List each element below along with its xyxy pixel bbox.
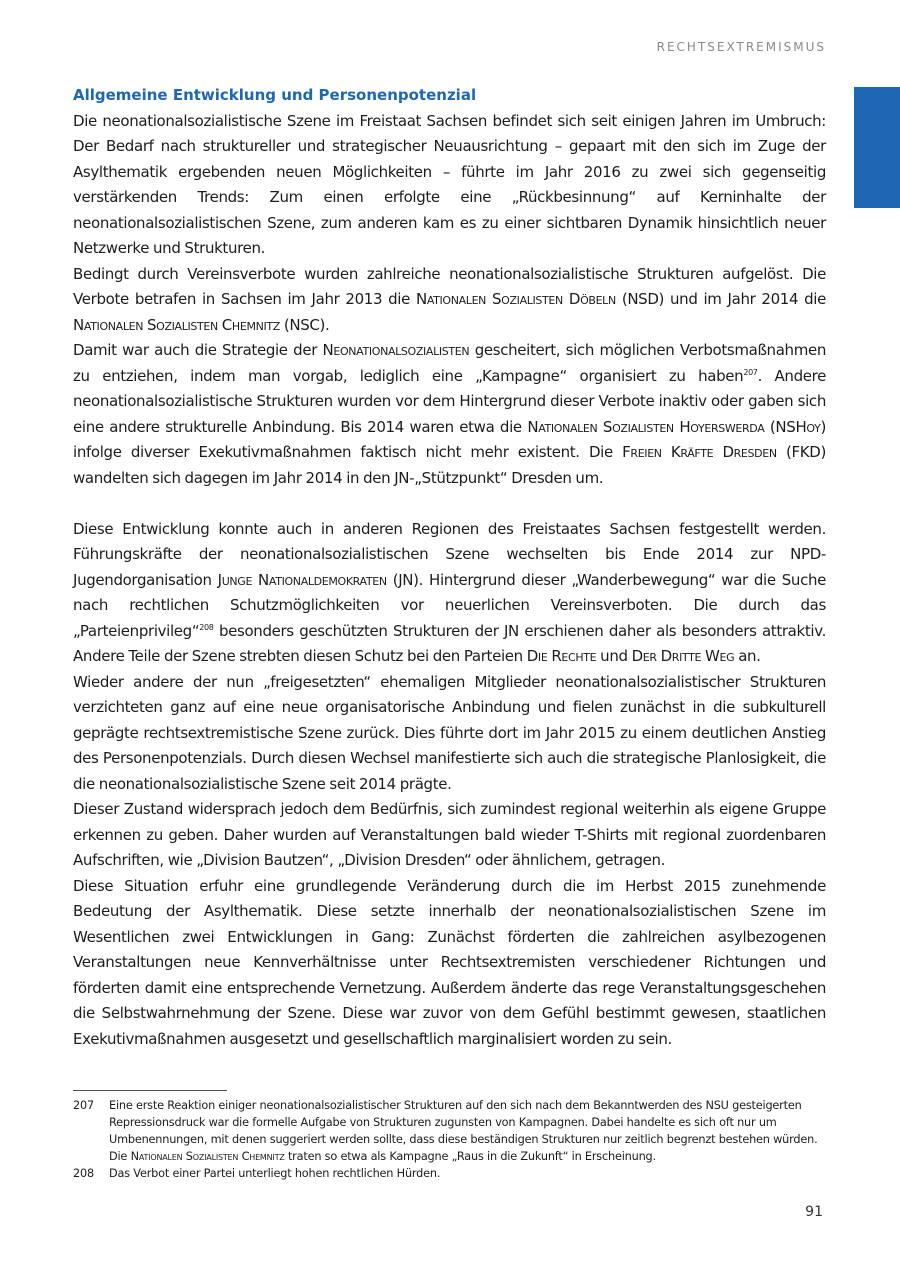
paragraph-3: Damit war auch die Strategie der Neonationalsozialisten gescheitert, sich möglichen Verbotsmaßnahmen zu entziehen, indem man vorgab, lediglich eine „Kampagne“ organisiert zu haben$^{207}$. Andere neonationalsozialistische Strukturen wurden vor dem Hintergrund dieser Verbote inaktiv oder gaben sich eine andere strukturelle Anbindung. Bis 2014 waren etwa die Nationalen Sozialisten Hoyerswerda (NSHoy) infolge diverser Exekutivmaßnahmen faktisch nicht mehr existent. Die Freien Kräfte Dresden (FKD) wandelten sich dagegen im Jahr 2014 in den JN-„Stützpunkt“ Dresden um. xyxy=(73,341,827,487)
org-name: Freien Kräfte Dresden xyxy=(622,443,777,461)
chapter-tab-marker xyxy=(854,87,900,208)
paragraph-2: Bedingt durch Vereinsverbote wurden zahlreiche neonationalsozialistische Strukturen aufgelöst. Die Verbote betrafen in Sachsen im Jahr 2013 die Nationalen Sozialisten Döbeln (NSD) und im Jahr 2014 die Nationalen Sozialisten Chemnitz (NSC). xyxy=(73,264,826,334)
paragraph-5: Wieder andere der nun „freigesetzten“ ehemaligen Mitglieder neonationalsozialistischer Strukturen verzichteten ganz auf eine neue organisatorische Anbindung und fielen zunächst in die subkulturell geprägte rechtsextremistische Szene zurück. Dies führte dort im Jahr 2015 zu einem deutlichen Anstieg des Personenpotenzials. Durch diesen Wechsel manifestierte sich auch die strategische Planlosigkeit, die die neonationalsozialistische Szene seit 2014 prägte. xyxy=(73,672,826,793)
running-head: RECHTSEXTREMISMUS xyxy=(656,40,826,54)
org-name: Nationalen Sozialisten Döbeln xyxy=(415,290,616,308)
section-heading: Allgemeine Entwicklung und Personenpotenzial xyxy=(73,86,477,104)
paragraph-gap xyxy=(73,491,826,517)
paragraph-4: Diese Entwicklung konnte auch in anderen Regionen des Freistaates Sachsen festgestellt werden. Führungskräfte der neonationalsozialistischen Szene wechselten bis Ende 2014 zur NPD-Jugendorganisation Junge Nationaldemokraten (JN). Hintergrund dieser „Wanderbewegung“ war die Suche nach rechtlichen Schutzmöglichkeiten vor neuerlichen Vereinsverboten. Die durch das „Parteienprivileg“$^{208}$ besonders geschützten Strukturen der JN erschienen daher als besonders attraktiv. Andere Teile der Szene strebten diesen Schutz bei den Parteien Die Rechte und Der Dritte Weg an. xyxy=(73,519,826,665)
org-name: Nationalen Sozialisten Chemnitz xyxy=(73,315,280,334)
paragraph-7: Diese Situation erfuhr eine grundlegende Veränderung durch die im Herbst 2015 zunehmende Bedeutung der Asylthematik. Diese setzte innerhalb der neonationalsozialistischen Szene im Wesentlichen zwei Entwicklungen in Gang: Zunächst förderten die zahlreichen asylbezogenen Veranstaltungen neue Kennverhältnisse unter Rechtsextremisten verschiedener Richtungen und förderten damit eine entsprechende Vernetzung. Außerdem änderte das rege Veranstaltungsgeschehen die Selbstwahrnehmung der Szene. Diese war zuvor von dem Gefühl bestimmt gewesen, staatlichen Exekutivmaßnahmen ausgesetzt und gesellschaftlich marginalisiert worden zu sein. xyxy=(73,876,826,1048)
org-name: Neonationalsozialisten xyxy=(322,341,470,359)
footnote-number: 207 xyxy=(73,1099,94,1112)
org-name: Junge Nationaldemokraten xyxy=(217,570,387,589)
org-name: Nationalen Sozialisten Hoyerswerda xyxy=(527,417,765,436)
page-number: 91 xyxy=(805,1204,823,1220)
org-name: Der Dritte Weg xyxy=(631,647,735,665)
org-name: Nationalen Sozialisten Chemnitz xyxy=(130,1150,285,1163)
footnote-ref-207[interactable]: 207 xyxy=(743,367,758,377)
footnote-ref-208[interactable]: 208 xyxy=(199,622,214,632)
footnote-208 xyxy=(73,1165,833,1182)
footnotes xyxy=(73,1097,833,1182)
footnote-text: Das Verbot einer Partei unterliegt hohen rechtlichen Hürden. xyxy=(109,1167,441,1180)
footnote-207 xyxy=(73,1097,833,1165)
main-content xyxy=(73,83,826,1052)
footnote-number: 208 xyxy=(73,1167,94,1180)
org-name: Die Rechte xyxy=(526,647,597,665)
footnote-divider xyxy=(73,1090,227,1091)
paragraph-6: Dieser Zustand widersprach jedoch dem Bedürfnis, sich zumindest regional weiterhin als eigene Gruppe erkennen zu geben. Daher wurden auf Veranstaltungen bald wieder T-Shirts mit regional zuordenbaren Aufschriften, wie „Division Bautzen“, „Division Dresden“ oder ähnlichem, getragen. xyxy=(73,800,826,869)
paragraph-1: Die neonationalsozialistische Szene im Freistaat Sachsen befindet sich seit einigen Jahren im Umbruch: Der Bedarf nach struktureller und strategischer Neuausrichtung – gepaart mit den sich im Zuge der Asylthematik ergebenden neuen Möglichkeiten – führte im Jahr 2016 zu zwei sich gegenseitig verstärkenden Trends: Zum einen erfolgte eine „Rückbesinnung“ auf Kerninhalte der neonationalsozialistischen Szene, zum anderen kam es zu einer sichtbaren Dynamik hinsichtlich neuer Netzwerke und Strukturen. xyxy=(73,111,826,257)
footnote-text: Eine erste Reaktion einiger neonationalsozialistischer Strukturen auf den sich nach dem Bekanntwerden des NSU gesteigerten Repressionsdruck war die formelle Aufgabe von Strukturen zugunsten von Kampagnen. Dabei handelte es sich oft nur um Umbenennungen, mit denen suggeriert werden sollte, dass diese beständigen Strukturen nur zeitlich begrenzt bestehen würden. Die Nationalen Sozialisten Chemnitz traten so etwa als Kampagne „Raus in die Zukunft“ in Erscheinung. xyxy=(109,1099,818,1163)
